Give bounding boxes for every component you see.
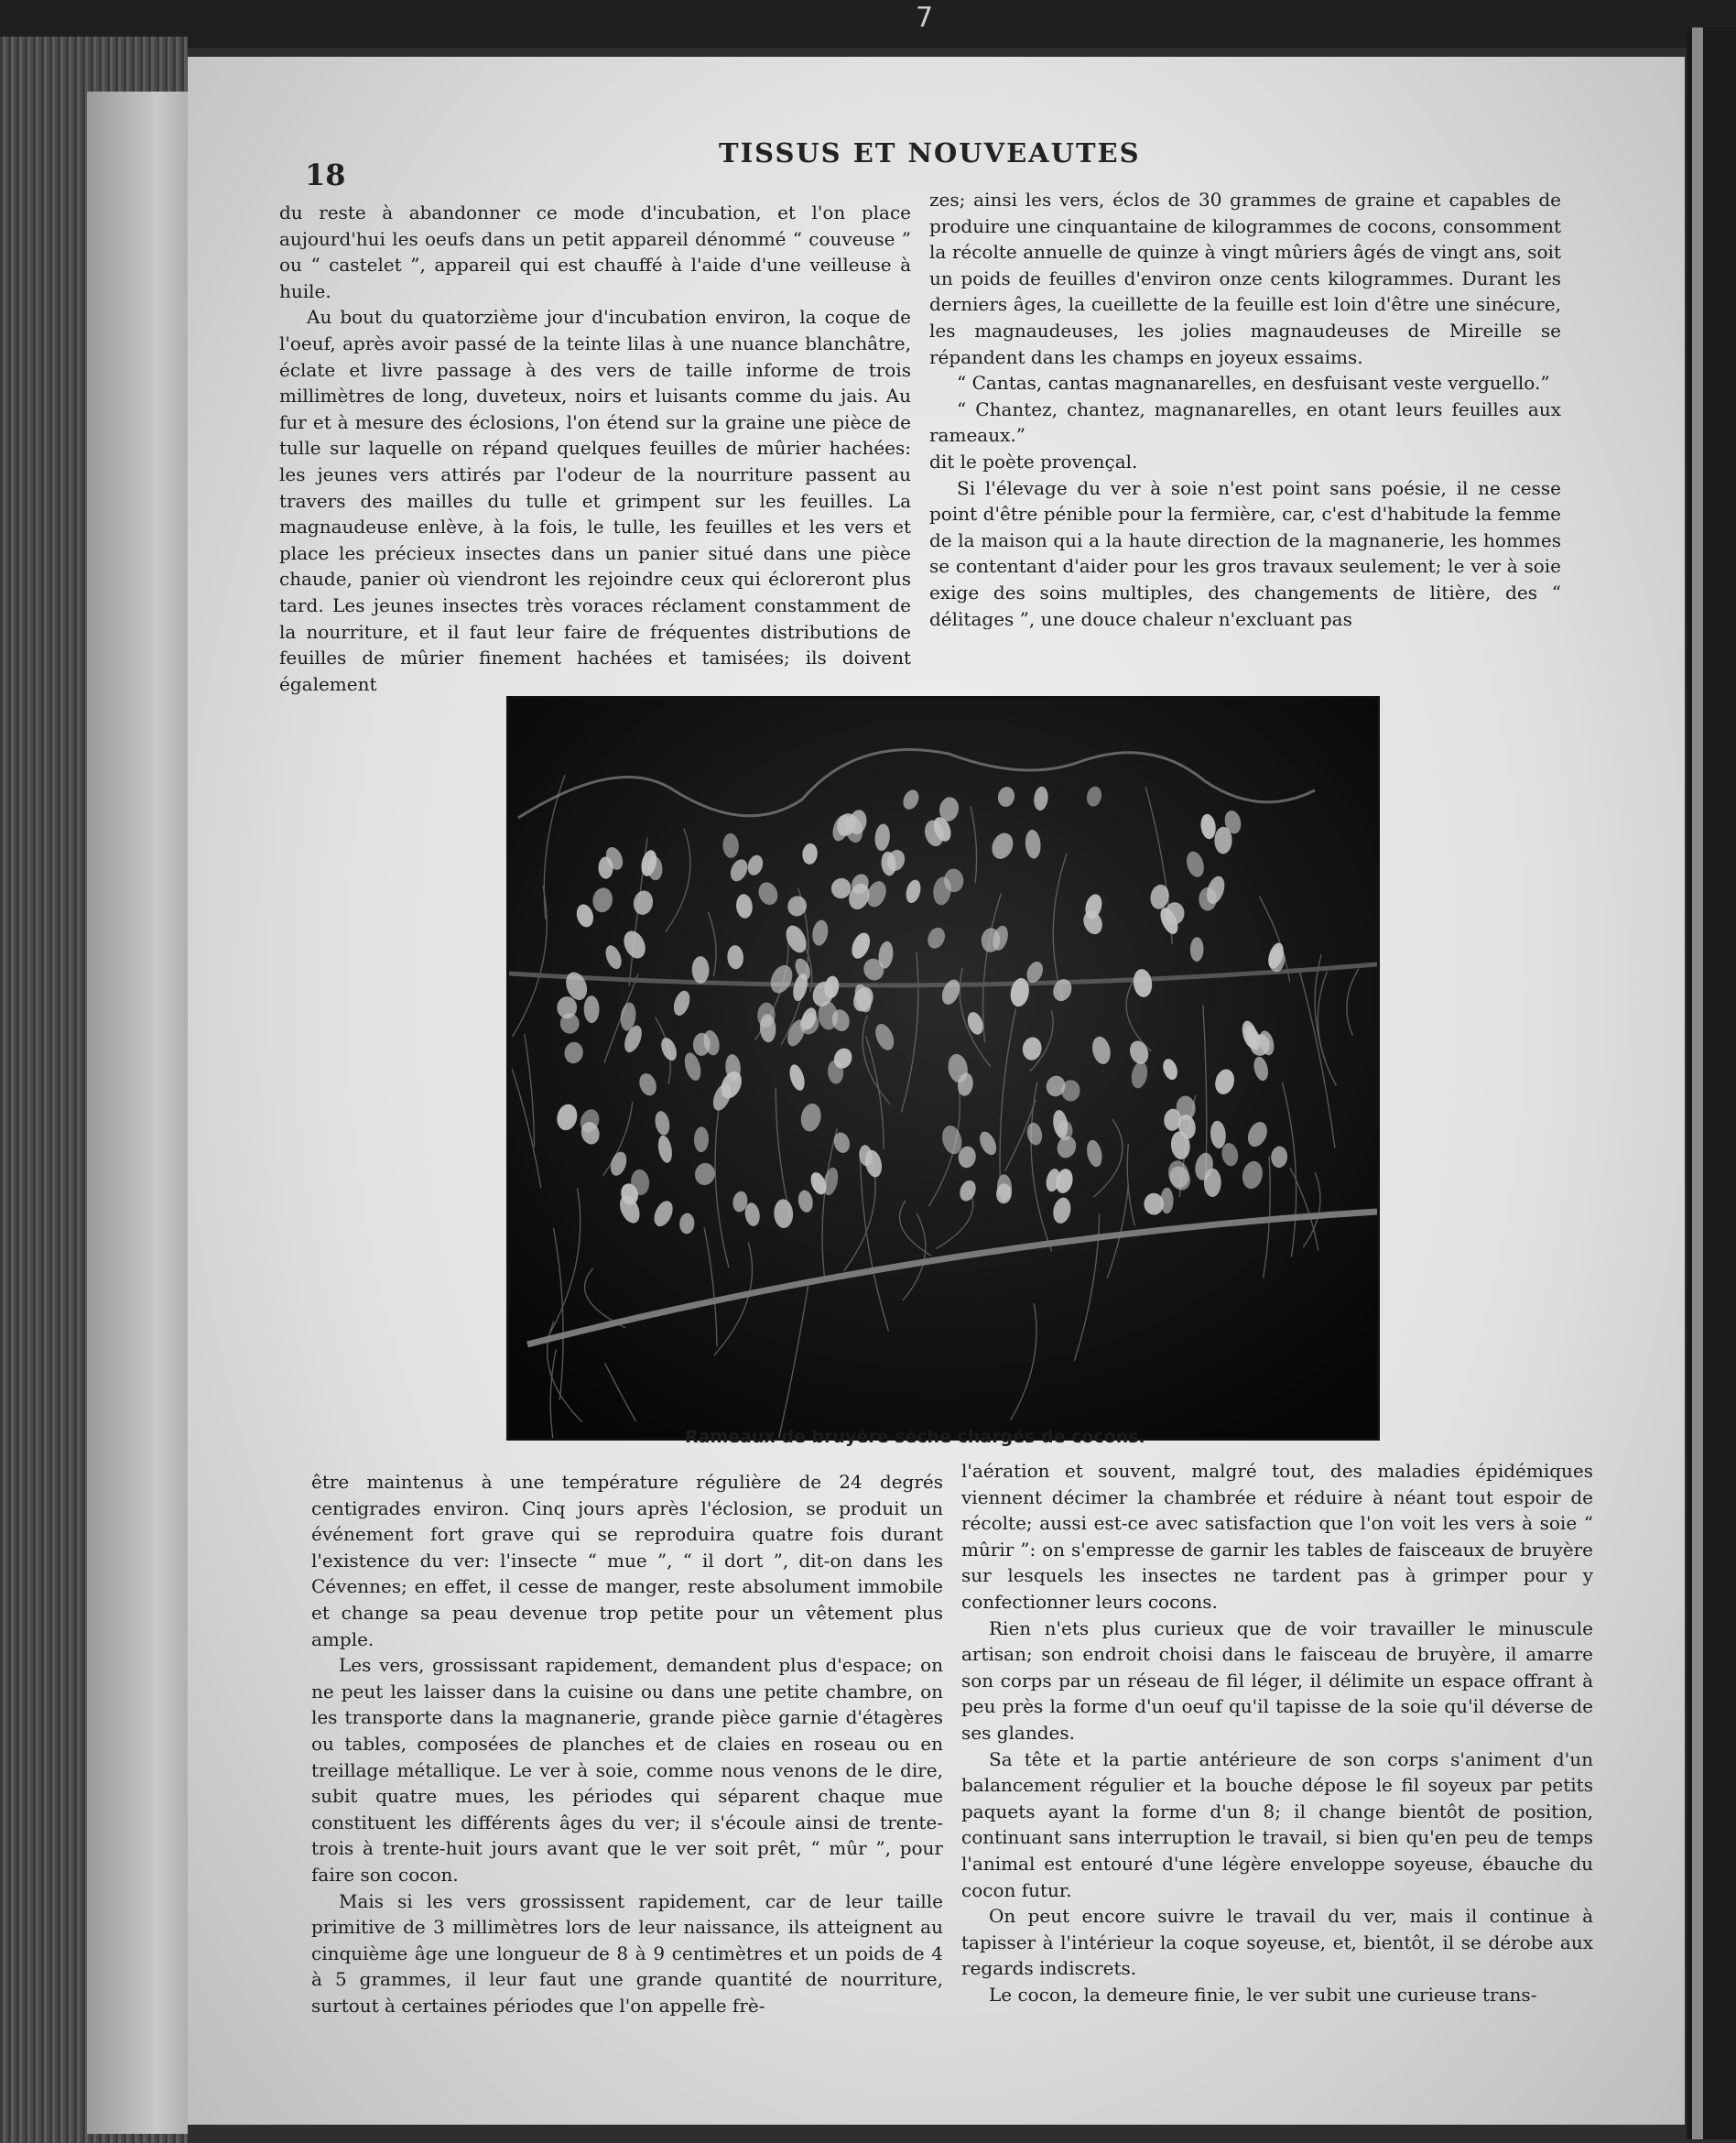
photo-heather-branches-with-cocoons [506, 696, 1380, 1441]
column-top-left [279, 200, 911, 697]
facing-page-edge [1692, 27, 1703, 2139]
figure-caption: Rameaux de bruyère sèche chargés de cocons. [685, 1427, 1145, 1447]
paragraph: “ Chantez, chantez, magnanarelles, en otant leurs feuilles aux rameaux.” [929, 397, 1561, 447]
column-bottom-left [311, 1469, 943, 2018]
paragraph: “ Cantas, cantas magnanarelles, en desfuisant veste verguello.” [957, 372, 1550, 395]
column-top-right [929, 187, 1561, 632]
paragraph: Mais si les vers grossissent rapidement, car de leur taille primitive de 3 millimètres lors de leur naissance, ils atteignent au cinquième âge une longueur de 8 à 9 centimètres et un poids de 4 à 5 grammes, il leur faut une grande quantité de nourriture, surtout à certaines périodes que l'on appelle frè- [311, 1889, 943, 2017]
paragraph: On peut encore suivre le travail du ver, mais il continue à tapisser à l'intérieur la coque soyeuse, et, bientôt, il se dérobe aux regards indiscrets. [961, 1905, 1593, 1980]
paragraph: Sa tête et la partie antérieure de son corps s'animent d'un balancement régulier et la bouche dépose le fil soyeux par petits paquets ayant la forme d'un 8; il change bientôt de position, continuant sans interruption le travail, si bien qu'en peu de temps l'animal est entouré d'une légère enveloppe soyeuse, ébauche du cocon futur. [961, 1747, 1593, 1901]
paragraph: être maintenus à une température régulière de 24 degrés centigrades environ. Cinq jours après l'éclosion, se produit un événement fort grave qui se reproduira quatre fois durant l'existence du ver: l'insecte “ mue ”, “ il dort ”, dit-on dans les Cévennes; en effet, il cesse de manger, reste absolument immobile et change sa peau devenue trop petite pour un vêtement plus ample. [311, 1471, 943, 1650]
paragraph: du reste à abandonner ce mode d'incubation, et l'on place aujourd'hui les oeufs dans un petit appareil dénommé “ couveuse ” ou “ castelet ”, appareil qui est chauffé à l'aide d'une veilleuse à huile. [279, 201, 911, 302]
page-number: 18 [305, 158, 346, 192]
paragraph: dit le poète provençal. [929, 450, 1138, 473]
scan-top-border [0, 0, 1736, 48]
paragraph: l'aération et souvent, malgré tout, des maladies épidémiques viennent décimer la chambrée et réduire à néant tout espoir de récolte; aussi est-ce avec satisfaction que l'on voit les vers à soie “ mûrir ”: on s'empresse de garnir les tables de faisceaux de bruyère sur lesquels les insectes ne tardent pas à grimper pour y confectionner leurs cocons. [961, 1460, 1593, 1613]
paragraph: Le cocon, la demeure finie, le ver subit une curieuse trans- [989, 1983, 1537, 2006]
book-right-edge [1687, 27, 1736, 2139]
book-page-edges [87, 92, 188, 2134]
paragraph: zes; ainsi les vers, éclos de 30 grammes de graine et capables de produire une cinquantaine de kilogrammes de cocons, consomment la récolte annuelle de quinze à vingt mûriers âgés de vingt ans, soit un poids de feuilles d'environ onze cents kilogrammes. Durant les derniers âges, la cueillette de la feuille est loin d'être une sinécure, les magnaudeuses, les jolies magnaudeuses de Mireille se répandent dans les champs en joyeux essaims. [929, 189, 1561, 368]
column-bottom-right [961, 1458, 1593, 2007]
paragraph: Au bout du quatorzième jour d'incubation environ, la coque de l'oeuf, après avoir passé de la teinte lilas à une nuance blanchâtre, éclate et livre passage à des vers de taille informe de trois millimètres de long, duveteux, noirs et luisants comme du jais. Au fur et à mesure des éclosions, l'on étend sur la graine une pièce de tulle sur laquelle on répand quelques feuilles de mûrier hachées: les jeunes vers attirés par l'odeur de la nourriture passent au travers des mailles du tulle et grimpent sur les feuilles. La magnaudeuse enlève, à la fois, le tulle, les feuilles et les vers et place les précieux insectes dans un panier situé dans une pièce chaude, panier où viendront les rejoindre ceux qui écloreront plus tard. Les jeunes insectes très voraces réclament constamment de la nourriture, et il faut leur faire de fréquentes distributions de feuilles de mûrier finement hachées et tamisées; ils doivent également [279, 306, 911, 695]
paragraph: Si l'élevage du ver à soie n'est point sans poésie, il ne cesse point d'être pénible pour la fermière, car, c'est d'habitude la femme de la maison qui a la haute direction de la magnanerie, les hommes se contentant d'aider pour les gros travaux seulement; le ver à soie exige des soins multiples, des changements de litière, des “ délitages ”, une douce chaleur n'excluant pas [929, 476, 1561, 630]
running-title: TISSUS ET NOUVEAUTES [719, 137, 1141, 169]
book-page-stack [0, 37, 188, 2143]
paragraph: Les vers, grossissant rapidement, demandent plus d'espace; on ne peut les laisser dans la cuisine ou dans une petite chambre, on les transporte dans la magnanerie, grande pièce garnie d'étagères ou tables, composées de planches et de claies en roseau ou en treillage métallique. Le ver à soie, comme nous venons de le dire, subit quatre mues, les périodes qui séparent chaque mue constituent les différents âges du ver; il s'écoule ainsi de trente-trois à trente-huit jours avant que le ver soit prêt, “ mûr ”, pour faire son cocon. [311, 1654, 943, 1886]
paragraph: Rien n'ets plus curieux que de voir travailler le minuscule artisan; son endroit choisi dans le faisceau de bruyère, il amarre son corps par un réseau de fil léger, il délimite un espace offrant à peu près la forme d'un oeuf qu'il tapisse de la soie qu'il déverse de ses glandes. [961, 1616, 1593, 1744]
scan-top-mark: 7 [916, 2, 934, 34]
cocoon-photo-image [509, 699, 1377, 1438]
